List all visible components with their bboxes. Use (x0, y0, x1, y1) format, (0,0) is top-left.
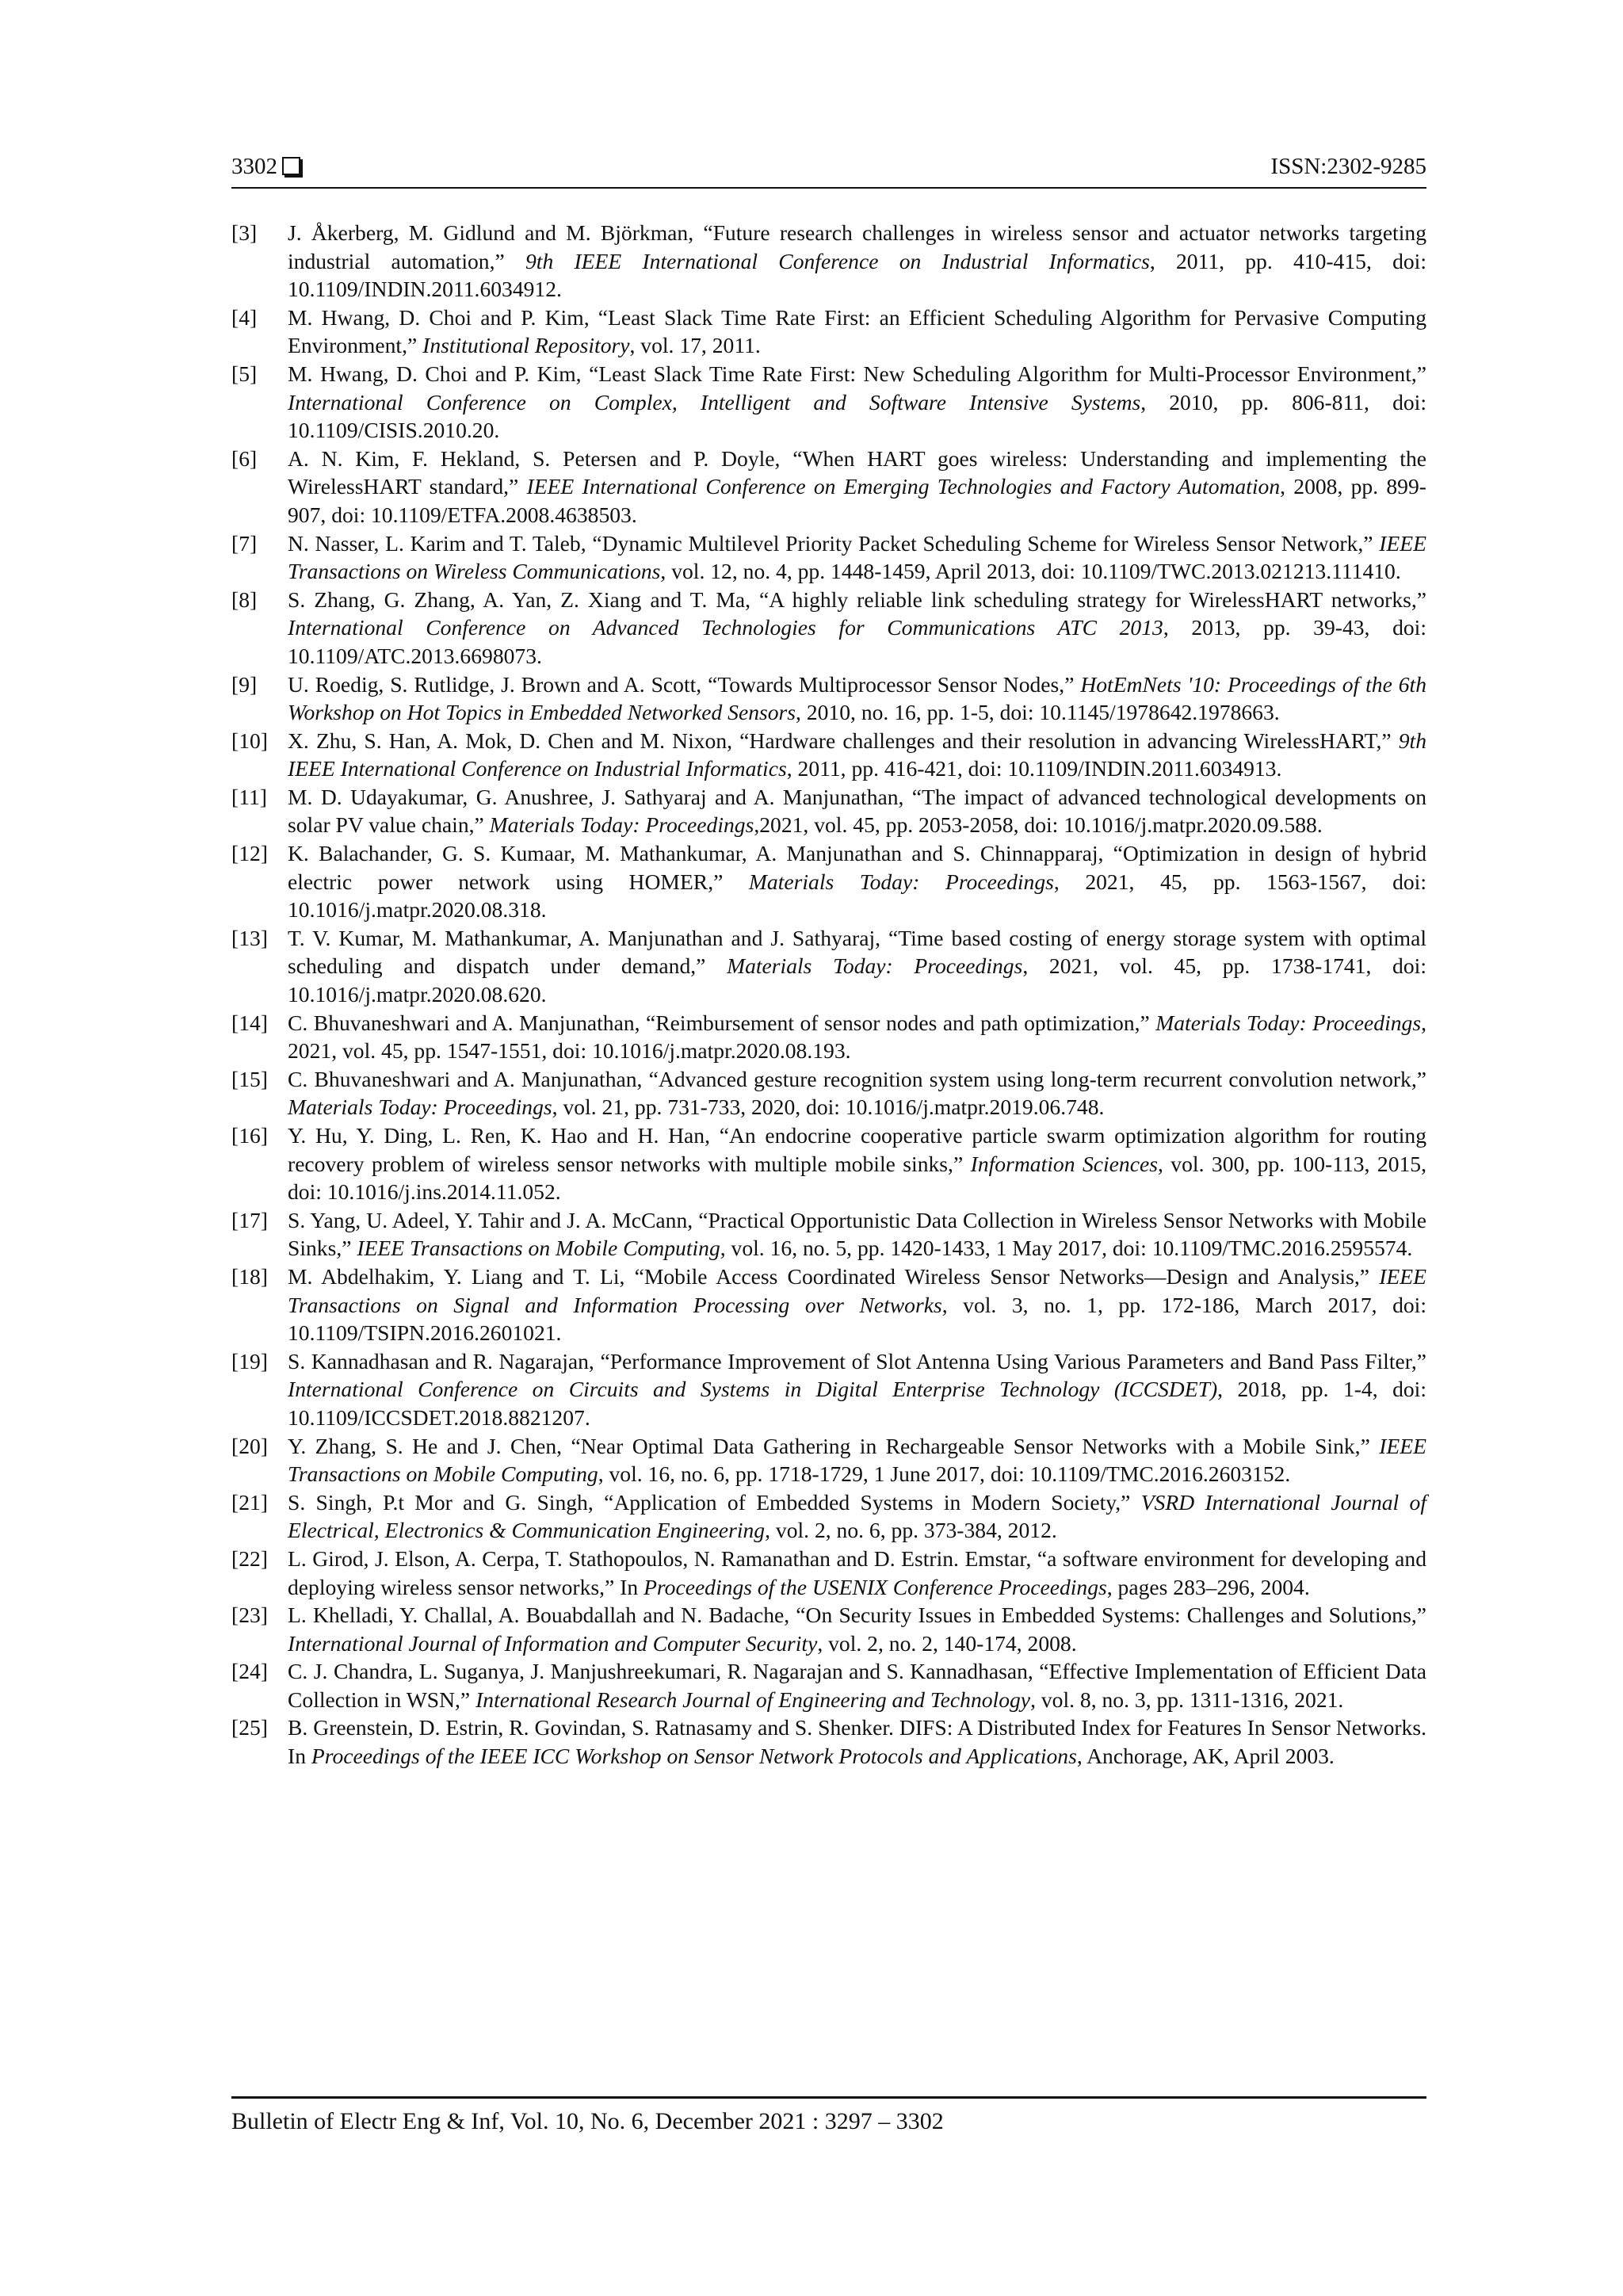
reference-venue: 9th IEEE International Conference on Industrial Informatics (525, 248, 1150, 273)
reference-venue: Proceedings of the IEEE ICC Workshop on Sensor Network Protocols and Applications (311, 1744, 1077, 1769)
reference-details: , vol. 3, no. 1, pp. 172-186, March 2017, doi: 10.1109/TSIPN.2016.2601021. (288, 1292, 1427, 1346)
reference-text (288, 672, 1426, 725)
reference-item (231, 670, 1426, 727)
reference-item (231, 304, 1426, 360)
reference-item (231, 727, 1426, 783)
reference-venue: 9th IEEE International Conference on Industrial Informatics (288, 728, 1426, 781)
reference-authors-title: X. Zhu, S. Han, A. Mok, D. Chen and M. Nixon, “Hardware challenges and their resolution in advancing WirelessHART,” (288, 728, 1399, 753)
reference-authors-title: S. Zhang, G. Zhang, A. Yan, Z. Xiang and T. Ma, “A highly reliable link scheduling strategy for WirelessHART networks,” (288, 586, 1426, 612)
reference-authors-title: T. V. Kumar, M. Mathankumar, A. Manjunathan and J. Sathyaraj, “Time based costing of energy storage system with optimal scheduling and dispatch under demand,” (288, 925, 1426, 979)
reference-text (288, 785, 1426, 838)
reference-details: , 2011, pp. 410-415, doi: 10.1109/INDIN.2011.6034912. (288, 248, 1427, 302)
reference-authors-title: S. Singh, P.t Mor and G. Singh, “Application of Embedded Systems in Modern Society,” (288, 1489, 1141, 1515)
reference-details: , 2021, vol. 45, pp. 1547-1551, doi: 10.1016/j.matpr.2020.08.193. (288, 1010, 1426, 1064)
reference-number: [13] (231, 925, 268, 950)
reference-text (288, 728, 1426, 781)
reference-venue: IEEE Transactions on Wireless Communications (288, 530, 1426, 584)
reference-number: [7] (231, 530, 258, 556)
issn: ISSN:2302-9285 (1270, 154, 1426, 179)
reference-authors-title: C. Bhuvaneshwari and A. Manjunathan, “Advanced gesture recognition system using long-term recurrent convolution network,” (288, 1066, 1426, 1091)
reference-item (231, 1713, 1426, 1770)
reference-authors-title: M. Hwang, D. Choi and P. Kim, “Least Slack Time Rate First: an Efficient Scheduling Algorithm for Pervasive Computing Environment,” (288, 304, 1426, 358)
reference-venue: IEEE Transactions on Signal and Information Processing over Networks (288, 1263, 1426, 1317)
reference-venue: Institutional Repository (422, 333, 630, 358)
page-number: 3302 (231, 154, 277, 179)
reference-authors-title: S. Kannadhasan and R. Nagarajan, “Performance Improvement of Slot Antenna Using Various Parameters and Band Pass Filter,” (288, 1348, 1426, 1373)
reference-authors-title: N. Nasser, L. Karim and T. Taleb, “Dynamic Multilevel Priority Packet Scheduling Scheme for Wireless Sensor Network,” (288, 530, 1380, 556)
reference-number: [11] (231, 784, 267, 809)
reference-text (288, 220, 1426, 301)
reference-text (288, 926, 1426, 1007)
reference-details: , 2011, pp. 416-421, doi: 10.1109/INDIN.2011.6034913. (786, 756, 1282, 781)
reference-authors-title: C. Bhuvaneshwari and A. Manjunathan, “Reimbursement of sensor nodes and path optimization,” (288, 1010, 1156, 1035)
reference-venue: International Research Journal of Engineering and Technology (475, 1687, 1031, 1712)
reference-text (288, 1490, 1426, 1543)
reference-authors-title: Y. Hu, Y. Ding, L. Ren, K. Hao and H. Han, “An endocrine cooperative particle swarm optimization algorithm for routing recovery problem of wireless sensor networks with multiple mobile sinks,” (288, 1123, 1426, 1176)
reference-authors-title: B. Greenstein, D. Estrin, R. Govindan, S. Ratnasamy and S. Shenker. DIFS: A Distributed Index for Features In Sensor Networks. In (288, 1715, 1426, 1769)
reference-number: [3] (231, 220, 258, 245)
reference-venue: IEEE International Conference on Emerging Technologies and Factory Automation (526, 474, 1281, 499)
reference-number: [20] (231, 1433, 268, 1458)
reference-authors-title: U. Roedig, S. Rutlidge, J. Brown and A. Scott, “Towards Multiprocessor Sensor Nodes,” (288, 671, 1081, 697)
reference-text (288, 1434, 1426, 1487)
page-number-group (231, 154, 300, 180)
reference-number: [24] (231, 1659, 268, 1684)
reference-venue: Information Sciences (970, 1151, 1158, 1176)
reference-venue: International Conference on Circuits and Systems in Digital Enterprise Technology (ICCSDET) (288, 1377, 1218, 1402)
reference-number: [4] (231, 304, 258, 330)
reference-text (288, 1349, 1426, 1430)
reference-authors-title: Y. Zhang, S. He and J. Chen, “Near Optimal Data Gathering in Rechargeable Sensor Networks with a Mobile Sink,” (288, 1433, 1380, 1458)
reference-number: [18] (231, 1263, 268, 1289)
reference-number: [21] (231, 1489, 268, 1515)
reference-venue: Proceedings of the USENIX Conference Proceedings (643, 1574, 1107, 1599)
reference-text (288, 1546, 1426, 1599)
reference-number: [6] (231, 445, 258, 471)
reference-venue: VSRD International Journal of Electrical, Electronics & Communication Engineering (288, 1489, 1426, 1543)
reference-item (231, 586, 1426, 670)
reference-number: [5] (231, 361, 258, 386)
reference-item (231, 445, 1426, 529)
reference-text (288, 305, 1426, 358)
reference-text (288, 1659, 1426, 1712)
reference-authors-title: M. D. Udayakumar, G. Anushree, J. Sathyaraj and A. Manjunathan, “The impact of advanced technological developments on solar PV value chain,” (288, 784, 1426, 838)
reference-item (231, 529, 1426, 586)
reference-venue: International Conference on Complex, Intelligent and Software Intensive Systems (288, 389, 1141, 415)
reference-details: , vol. 16, no. 5, pp. 1420-1433, 1 May 2017, doi: 10.1109/TMC.2016.2595574. (720, 1236, 1413, 1261)
reference-list (231, 219, 1426, 1771)
reference-number: [8] (231, 586, 258, 612)
reference-item (231, 1488, 1426, 1545)
reference-details: , vol. 12, no. 4, pp. 1448-1459, April 2013, doi: 10.1109/TWC.2013.021213.111410. (660, 559, 1401, 584)
reference-venue: HotEmNets '10: Proceedings of the 6th Workshop on Hot Topics in Embedded Networked Sensors (288, 671, 1426, 725)
reference-details: , 2008, pp. 899-907, doi: 10.1109/ETFA.2008.4638503. (288, 474, 1426, 527)
reference-details: , pages 283–296, 2004. (1106, 1574, 1310, 1599)
reference-authors-title: L. Girod, J. Elson, A. Cerpa, T. Stathopoulos, N. Ramanathan and D. Estrin. Emstar, “a software environment for developing and deploying wireless sensor networks,” In (288, 1545, 1426, 1599)
reference-item (231, 219, 1426, 304)
footer-rule (231, 2096, 1426, 2099)
reference-authors-title: L. Khelladi, Y. Challal, A. Bouabdallah and N. Badache, “On Security Issues in Embedded Systems: Challenges and Solutions,” (288, 1603, 1426, 1628)
reference-details: , vol. 2, no. 6, pp. 373-384, 2012. (765, 1518, 1057, 1543)
reference-item (231, 924, 1426, 1009)
reference-details: , vol. 2, no. 2, 140-174, 2008. (817, 1630, 1077, 1656)
reference-text (288, 1123, 1426, 1204)
reference-number: [23] (231, 1603, 268, 1628)
reference-text (288, 1264, 1426, 1345)
reference-venue: International Conference on Advanced Technologies for Communications ATC 2013 (288, 615, 1163, 640)
reference-item (231, 783, 1426, 839)
reference-item (231, 1347, 1426, 1432)
reference-item (231, 360, 1426, 445)
reference-item (231, 1601, 1426, 1657)
reference-details: , 2018, pp. 1-4, doi: 10.1109/ICCSDET.2018.8821207. (288, 1377, 1427, 1430)
reference-number: [15] (231, 1066, 268, 1091)
reference-details: , vol. 300, pp. 100-113, 2015, doi: 10.1016/j.ins.2014.11.052. (288, 1151, 1427, 1205)
reference-venue: International Journal of Information and Computer Security (288, 1630, 818, 1656)
header-rule (231, 187, 1426, 189)
reference-text (288, 1010, 1426, 1064)
reference-number: [16] (231, 1123, 268, 1148)
reference-venue: Materials Today: Proceedings (288, 1095, 552, 1120)
reference-details: , vol. 8, no. 3, pp. 1311-1316, 2021. (1030, 1687, 1344, 1712)
reference-details: , 2010, pp. 806-811, doi: 10.1109/CISIS.2010.20. (288, 389, 1426, 443)
footer-citation: Bulletin of Electr Eng & Inf, Vol. 10, No. 6, December 2021 : 3297 – 3302 (231, 2108, 944, 2134)
reference-authors-title: M. Hwang, D. Choi and P. Kim, “Least Slack Time Rate First: New Scheduling Algorithm for Multi-Processor Environment,” (288, 361, 1426, 386)
reference-text (288, 1715, 1426, 1768)
reference-number: [19] (231, 1348, 268, 1373)
reference-text (288, 446, 1426, 527)
reference-number: [22] (231, 1545, 268, 1571)
reference-text (288, 841, 1426, 922)
page-box-icon (282, 157, 300, 175)
reference-details: , 2010, no. 16, pp. 1-5, doi: 10.1145/1978642.1978663. (796, 700, 1280, 725)
reference-text (288, 1067, 1426, 1120)
page-header (231, 154, 1426, 193)
reference-venue: Materials Today: Proceedings (489, 812, 754, 838)
reference-item (231, 839, 1426, 924)
reference-number: [10] (231, 728, 268, 753)
reference-text (288, 531, 1426, 584)
reference-authors-title: A. N. Kim, F. Hekland, S. Petersen and P. Doyle, “When HART goes wireless: Understanding and implementing the WirelessHART standard,” (288, 445, 1426, 499)
reference-details: , vol. 17, 2011. (629, 333, 761, 358)
reference-item (231, 1065, 1426, 1121)
reference-text (288, 1208, 1426, 1261)
reference-item (231, 1263, 1426, 1347)
reference-venue: Materials Today: Proceedings (1155, 1010, 1422, 1035)
reference-authors-title: S. Yang, U. Adeel, Y. Tahir and J. A. McCann, “Practical Opportunistic Data Collection in Wireless Sensor Networks with Mobile Sinks,” (288, 1207, 1426, 1261)
reference-number: [25] (231, 1715, 268, 1740)
reference-text (288, 1603, 1426, 1656)
reference-details: ,2021, vol. 45, pp. 2053-2058, doi: 10.1016/j.matpr.2020.09.588. (754, 812, 1323, 838)
reference-item (231, 1432, 1426, 1488)
reference-item (231, 1009, 1426, 1065)
reference-venue: IEEE Transactions on Mobile Computing (357, 1236, 720, 1261)
reference-text (288, 587, 1426, 668)
reference-number: [14] (231, 1010, 268, 1035)
reference-venue: Materials Today: Proceedings (727, 953, 1023, 979)
reference-details: , vol. 21, pp. 731-733, 2020, doi: 10.1016/j.matpr.2019.06.748. (552, 1095, 1105, 1120)
reference-text (288, 361, 1426, 442)
page-footer (231, 2096, 1426, 2135)
reference-authors-title: K. Balachander, G. S. Kumaar, M. Mathankumar, A. Manjunathan and S. Chinnapparaj, “Optimization in design of hybrid electric power network using HOMER,” (288, 841, 1426, 894)
reference-number: [9] (231, 671, 258, 697)
reference-venue: IEEE Transactions on Mobile Computing (288, 1433, 1426, 1487)
reference-number: [17] (231, 1207, 268, 1232)
reference-details: , 2021, vol. 45, pp. 1738-1741, doi: 10.1016/j.matpr.2020.08.620. (288, 953, 1426, 1007)
reference-item (231, 1121, 1426, 1206)
reference-details: , vol. 16, no. 6, pp. 1718-1729, 1 June 2017, doi: 10.1109/TMC.2016.2603152. (598, 1461, 1291, 1487)
reference-item (231, 1545, 1426, 1601)
reference-details: , Anchorage, AK, April 2003. (1076, 1744, 1335, 1769)
reference-venue: Materials Today: Proceedings (748, 869, 1054, 894)
reference-item (231, 1657, 1426, 1713)
reference-details: , 2013, pp. 39-43, doi: 10.1109/ATC.2013.6698073. (288, 615, 1427, 668)
reference-item (231, 1206, 1426, 1263)
reference-authors-title: J. Åkerberg, M. Gidlund and M. Björkman, “Future research challenges in wireless sensor and actuator networks targeting industrial automation,” (288, 220, 1426, 273)
reference-number: [12] (231, 841, 268, 866)
reference-authors-title: M. Abdelhakim, Y. Liang and T. Li, “Mobile Access Coordinated Wireless Sensor Networks—Design and Analysis,” (288, 1263, 1380, 1289)
reference-authors-title: C. J. Chandra, L. Suganya, J. Manjushreekumari, R. Nagarajan and S. Kannadhasan, “Effective Implementation of Efficient Data Collection in WSN,” (288, 1659, 1426, 1712)
reference-details: , 2021, 45, pp. 1563-1567, doi: 10.1016/j.matpr.2020.08.318. (288, 869, 1426, 923)
